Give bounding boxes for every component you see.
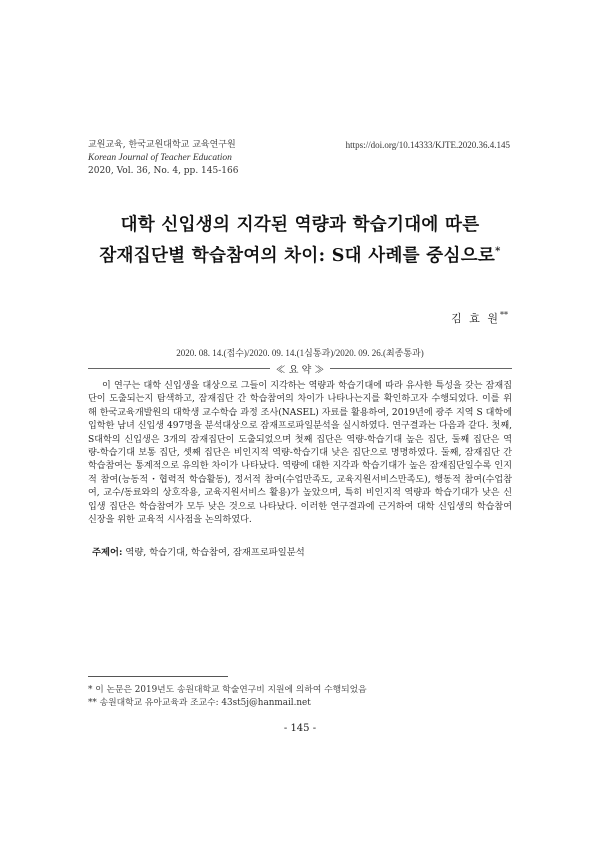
abstract-heading bbox=[88, 361, 512, 375]
abstract-text: 이 연구는 대학 신입생을 대상으로 그들이 지각하는 역량과 학습기대에 따라 유사한 특성을 갖는 잠재집단이 도출되는지 탐색하고, 잠재집단 간 학습참여의 차이가 나타나는지를 확인하고자 수행되었다. 이를 위해 한국교육개발원의 대학생 교수학습 과정 조사(NASEL) 자료를 활용하여, 2019년에 광주 지역 S 대학에 입학한 남녀 신입생 497명을 분석대상으로 잠재프로파일분석을 실시하였다. 연구결과는 다음과 같다. 첫째, S대학의 신입생은 3개의 잠재집단이 도출되었으며 첫째 집단은 역량-학습기대 높은 집단, 둘째 집단은 역량-학습기대 보통 집단, 셋째 집단은 비인지적 역량-학습기대 낮은 집단으로 명명하였다. 둘째, 잠재집단 간 학습참여는 통계적으로 유의한 차이가 나타났다. 역량에 대한 지각과 학습기대가 높은 잠재집단일수록 인지적 참여(능동적・협력적 학습활동), 정서적 참여(수업만족도, 교육지원서비스만족도), 행동적 참여(수업참여, 교수/동료와의 상호작용, 교육지원서비스 활용)가 높았으며, 특히 비인지적 역량과 학습기대가 낮은 신입생 집단은 학습참여가 모두 낮은 것으로 나타났다. 이러한 연구결과에 근거하여 대학 신입생의 학습참여 신장을 위한 교육적 시사점을 논의하였다. bbox=[88, 381, 512, 526]
author-footnote-mark: ** bbox=[500, 310, 508, 320]
abstract-rule-left bbox=[88, 368, 270, 369]
footnote-funding: * 이 논문은 2019년도 송원대학교 학술연구비 지원에 의하여 수행되었음 bbox=[88, 685, 367, 695]
abstract-rule-right bbox=[330, 368, 512, 369]
journal-name: Korean Journal of Teacher Education bbox=[88, 153, 232, 163]
abstract-heading-label: ≪ 요 약 ≫ bbox=[275, 364, 325, 376]
author bbox=[451, 310, 508, 326]
publisher-line: 교원교육, 한국교원대학교 교육연구원 bbox=[88, 140, 236, 150]
keywords-label: 주제어: bbox=[92, 547, 123, 558]
footnote-rule bbox=[88, 676, 228, 677]
keywords-value: 역량, 학습기대, 학습참여, 잠재프로파일분석 bbox=[125, 547, 305, 558]
title-footnote-mark: * bbox=[495, 246, 501, 258]
title-line-2 bbox=[60, 241, 540, 272]
footnote-author: ** 송원대학교 유아교육과 조교수: 43st5j@hanmail.net bbox=[88, 698, 311, 708]
title-line-1: 대학 신입생의 지각된 역량과 학습기대에 따른 bbox=[120, 215, 480, 235]
submission-dates: 2020. 08. 14.(접수)/2020. 09. 14.(1심통과)/2020. 09. 26.(최종통과) bbox=[176, 348, 424, 358]
volume-line: 2020, Vol. 36, No. 4, pp. 145-166 bbox=[88, 166, 239, 176]
journal-header bbox=[88, 139, 238, 178]
page-number: - 145 - bbox=[283, 723, 317, 734]
doi-link[interactable]: https://doi.org/10.14333/KJTE.2020.36.4.145 bbox=[345, 140, 510, 150]
author-name: 김 효 원 bbox=[451, 312, 500, 325]
title-line-2-text: 잠재집단별 학습참여의 차이: S대 사례를 중심으로 bbox=[99, 246, 496, 266]
paper-title bbox=[60, 210, 540, 272]
keywords bbox=[92, 544, 305, 558]
